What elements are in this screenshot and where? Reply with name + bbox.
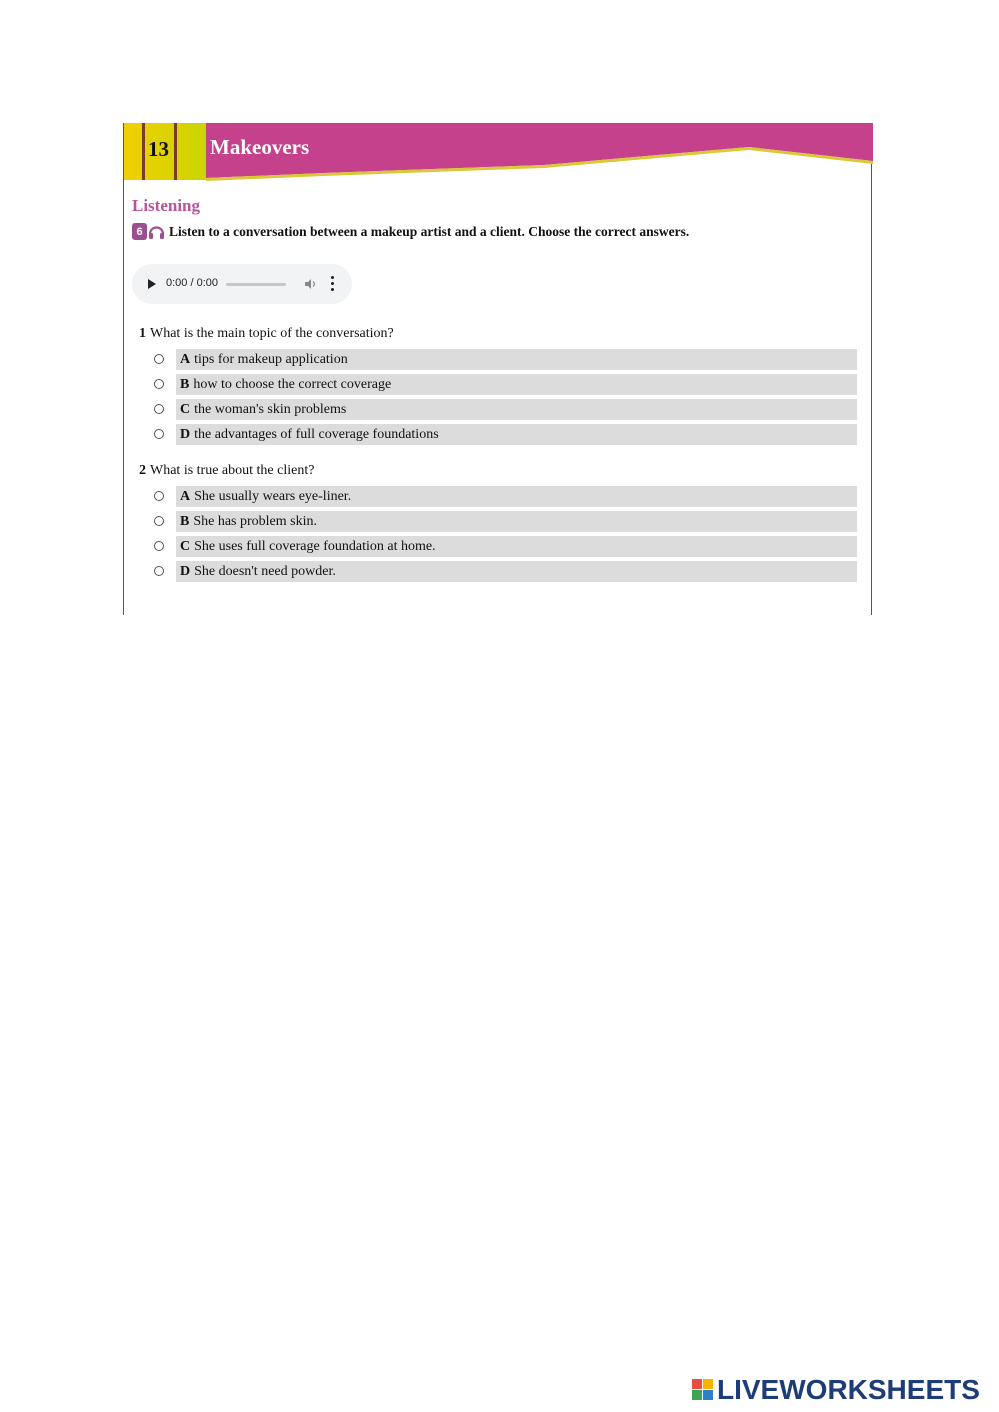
- question-text: What is the main topic of the conversation?: [150, 326, 394, 341]
- radio-button[interactable]: [154, 404, 164, 414]
- option-1d[interactable]: [124, 424, 873, 445]
- option-2c[interactable]: [124, 536, 873, 557]
- audio-time: 0:00 / 0:00: [166, 277, 218, 289]
- question-number: 2: [139, 463, 146, 478]
- radio-button[interactable]: [154, 354, 164, 364]
- logo-text: LIVEWORKSHEETS: [717, 1374, 980, 1405]
- question-1: [139, 326, 394, 342]
- headphones-icon: [148, 223, 165, 240]
- unit-title: Makeovers: [210, 135, 310, 159]
- section-title: Listening: [132, 196, 201, 215]
- option-2b[interactable]: [124, 511, 873, 532]
- option-label[interactable]: B She has problem skin.: [176, 511, 857, 532]
- option-1c[interactable]: [124, 399, 873, 420]
- radio-button[interactable]: [154, 379, 164, 389]
- option-label[interactable]: D She doesn't need powder.: [176, 561, 857, 582]
- question-number: 1: [139, 326, 146, 341]
- option-label[interactable]: C the woman's skin problems: [176, 399, 857, 420]
- question-text: What is true about the client?: [150, 463, 315, 478]
- radio-button[interactable]: [154, 491, 164, 501]
- instruction-line: [132, 223, 689, 240]
- volume-icon[interactable]: [304, 277, 316, 291]
- play-icon[interactable]: [148, 279, 156, 289]
- radio-button[interactable]: [154, 516, 164, 526]
- radio-button[interactable]: [154, 566, 164, 576]
- liveworksheets-logo: [692, 1374, 980, 1406]
- radio-button[interactable]: [154, 429, 164, 439]
- unit-banner: [124, 123, 873, 183]
- logo-icon: [692, 1379, 714, 1401]
- audio-player[interactable]: [132, 264, 352, 304]
- track-number-badge: 6: [132, 223, 147, 240]
- option-2d[interactable]: [124, 561, 873, 582]
- option-1b[interactable]: [124, 374, 873, 395]
- instruction-text: Listen to a conversation between a makeup artist and a client. Choose the correct answers.: [169, 223, 690, 239]
- option-label[interactable]: B how to choose the correct coverage: [176, 374, 857, 395]
- unit-number: 13: [148, 137, 169, 161]
- option-2a[interactable]: [124, 486, 873, 507]
- worksheet-panel: [123, 123, 872, 615]
- option-1a[interactable]: [124, 349, 873, 370]
- option-label[interactable]: D the advantages of full coverage foundations: [176, 424, 857, 445]
- option-label[interactable]: A tips for makeup application: [176, 349, 857, 370]
- question-2: [139, 463, 314, 479]
- more-options-icon[interactable]: [331, 276, 335, 292]
- audio-progress-bar[interactable]: [226, 283, 286, 286]
- option-label[interactable]: C She uses full coverage foundation at home.: [176, 536, 857, 557]
- option-label[interactable]: A She usually wears eye-liner.: [176, 486, 857, 507]
- radio-button[interactable]: [154, 541, 164, 551]
